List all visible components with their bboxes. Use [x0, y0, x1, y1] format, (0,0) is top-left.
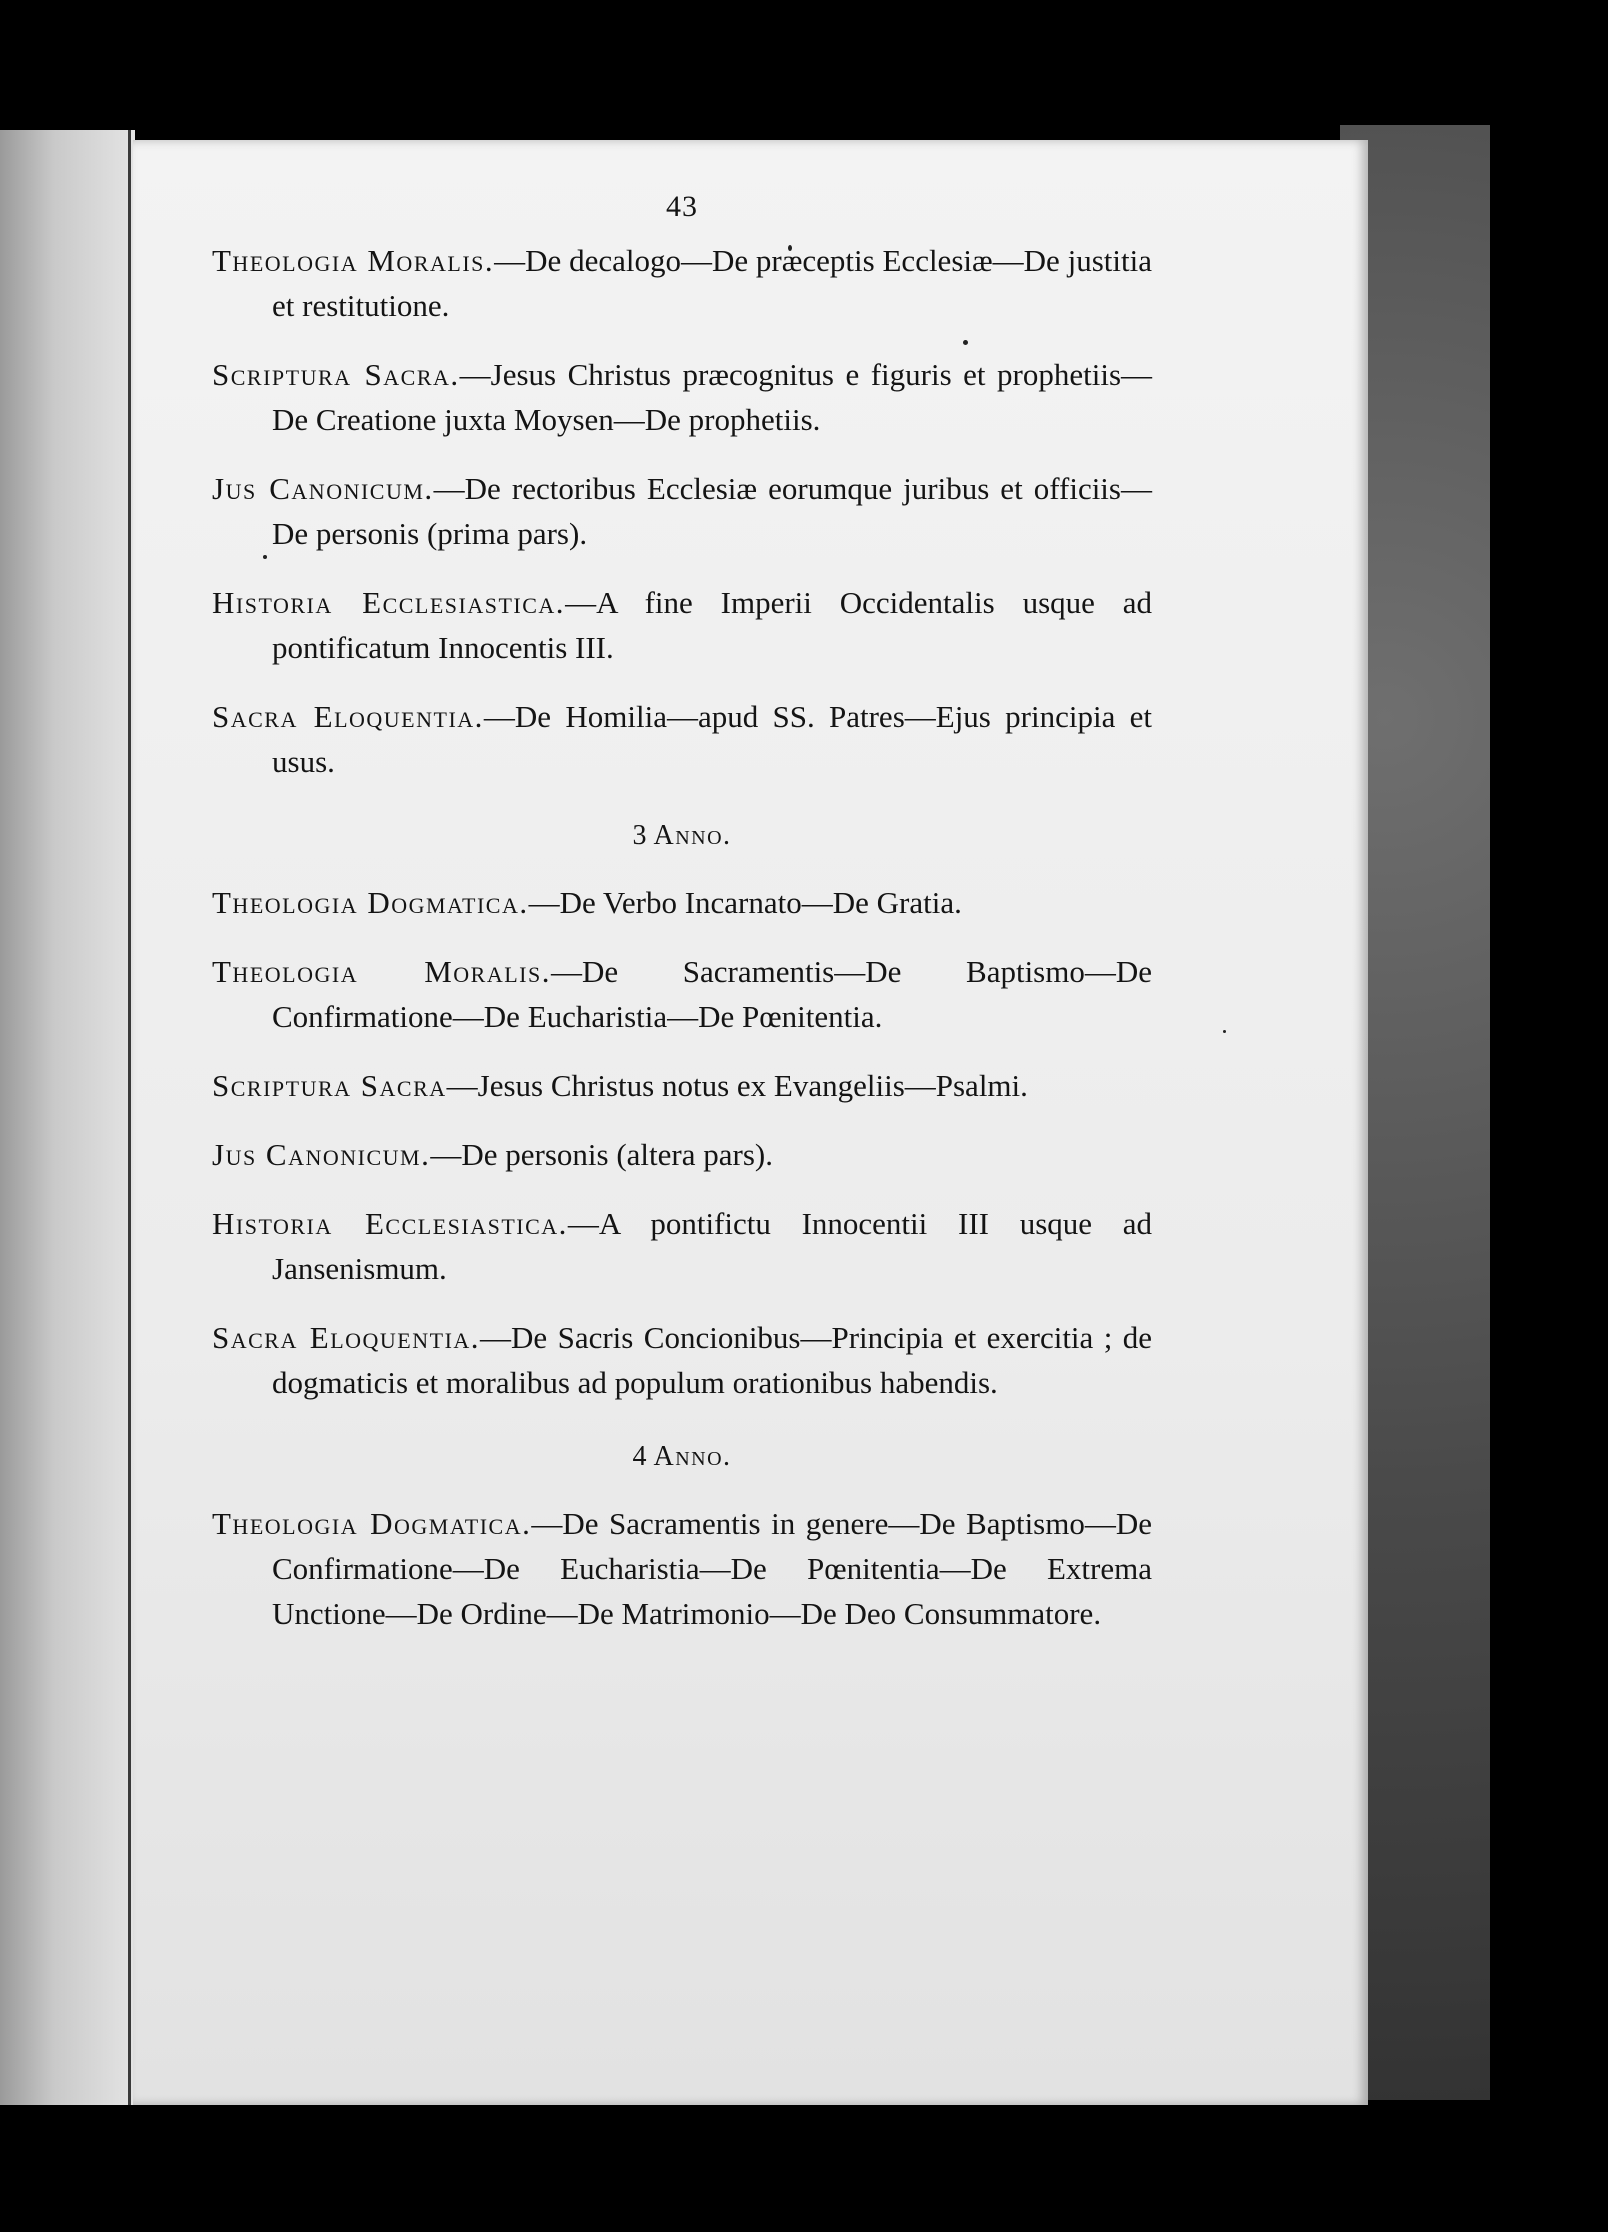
course-entry: [212, 694, 1152, 784]
course-title: Scriptura Sacra: [212, 1068, 447, 1103]
course-title: Jus Canonicum.: [212, 471, 434, 506]
course-entry: [212, 880, 1152, 925]
section-year-3: [212, 820, 1152, 1405]
section-continued: [212, 238, 1152, 784]
course-entry: [212, 466, 1152, 556]
course-entry: [212, 949, 1152, 1039]
course-topics: —De Verbo Incarnato—De Gratia.: [528, 885, 962, 920]
course-entry: [212, 1132, 1152, 1177]
section-year-4: [212, 1441, 1152, 1636]
course-topics: —De Homilia—apud SS. Patres—Ejus principia et usus.: [272, 699, 1152, 779]
year-number: 3: [632, 820, 647, 851]
course-title: Theologia Dogmatica.: [212, 885, 529, 920]
course-entry: [212, 1501, 1152, 1636]
year-heading: [212, 820, 1152, 852]
course-entry: [212, 238, 1152, 328]
facing-page-edge: [0, 130, 135, 2105]
year-number: 4: [632, 1441, 647, 1472]
course-title: Sacra Eloquentia.: [212, 699, 484, 734]
page-number: 43: [666, 190, 698, 223]
course-title: Sacra Eloquentia.: [212, 1320, 481, 1355]
course-entry: [212, 1201, 1152, 1291]
course-topics: —De Sacris Concionibus—Principia et exercitia ; de dogmaticis et moralibus ad populum orationibus habendis.: [272, 1320, 1152, 1400]
course-title: Theologia Dogmatica.: [212, 1506, 532, 1541]
year-word: Anno.: [653, 820, 732, 851]
course-title: Scriptura Sacra.: [212, 357, 460, 392]
course-topics: —De Sacramentis—De Baptismo—De Confirmatione—De Eucharistia—De Pœnitentia.: [272, 954, 1152, 1034]
course-topics: —Jesus Christus præcognitus e figuris et prophetiis—De Creatione juxta Moysen—De prophetiis.: [272, 357, 1153, 437]
course-topics: —De Sacramentis in genere—De Baptismo—De Confirmatione—De Eucharistia—De Pœnitentia—De Extrema Unctione—De Ordine—De Matrimonio—De Deo Consummatore.: [272, 1506, 1153, 1631]
course-entry: [212, 580, 1152, 670]
course-title: Historia Ecclesiastica.: [212, 1206, 568, 1241]
course-title: Historia Ecclesiastica.: [212, 585, 566, 620]
course-topics: —De decalogo—De præceptis Ecclesiæ—De justitia et restitutione.: [272, 243, 1152, 323]
course-entry: [212, 1063, 1152, 1108]
dust-speck: [1223, 1030, 1226, 1033]
year-word: Anno.: [653, 1441, 732, 1472]
course-title: Jus Canonicum.: [212, 1137, 431, 1172]
course-title: Theologia Moralis.: [212, 243, 495, 278]
course-title: Theologia Moralis.: [212, 954, 551, 989]
course-entry: [212, 1315, 1152, 1405]
year-heading: [212, 1441, 1152, 1473]
course-entry: [212, 352, 1152, 442]
course-topics: —De rectoribus Ecclesiæ eorumque juribus et officiis—De personis (prima pars).: [272, 471, 1152, 551]
course-topics: —Jesus Christus notus ex Evangeliis—Psalmi.: [446, 1068, 1028, 1103]
page-content: [212, 190, 1152, 1660]
binding-gutter: [128, 130, 131, 2105]
course-topics: —A fine Imperii Occidentalis usque ad pontificatum Innocentis III.: [272, 585, 1153, 665]
course-topics: —De personis (altera pars).: [430, 1137, 773, 1172]
course-topics: —A pontifictu Innocentii III usque ad Jansenismum.: [272, 1206, 1152, 1286]
